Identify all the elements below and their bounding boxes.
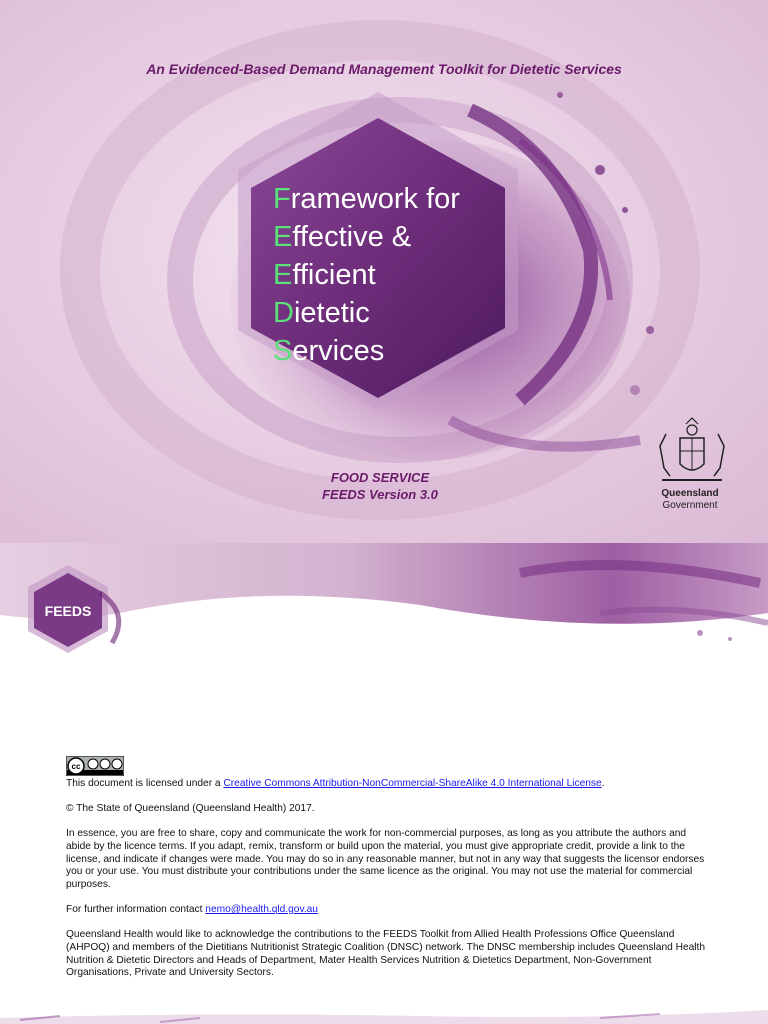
- edition-label: [280, 469, 480, 503]
- title-initial: F: [273, 183, 291, 215]
- queensland-logo-subname: Government: [662, 500, 718, 511]
- title-line: [273, 294, 460, 332]
- cc-license-link[interactable]: Creative Commons Attribution-NonCommercial-ShareAlike 4.0 International License: [223, 778, 602, 789]
- contact-email-link[interactable]: nemo@health.qld.gov.au: [205, 904, 318, 915]
- title-line: [273, 180, 460, 218]
- license-statement: [66, 778, 706, 791]
- version-label: FEEDS Version 3.0: [322, 487, 438, 502]
- copyright-statement: © The State of Queensland (Queensland Health) 2017.: [66, 803, 315, 814]
- title-initial: E: [273, 221, 293, 253]
- license-intro-end: .: [601, 778, 605, 789]
- feeds-banner: [0, 543, 768, 668]
- title-line: [273, 256, 460, 294]
- cc-by-nc-sa-icon: [66, 756, 124, 776]
- title-initial: S: [273, 335, 293, 367]
- document-title: [273, 180, 460, 370]
- toolkit-subtitle: An Evidenced-Based Demand Management Toolkit for Dietetic Services: [146, 61, 622, 77]
- feeds-badge-label: FEEDS: [44, 603, 92, 619]
- license-intro: This document is licensed under a: [66, 778, 224, 789]
- acknowledgement: Queensland Health would like to acknowledge the contributions to the FEEDS Toolkit from Allied Health Professions Office Queensland (AHPOQ) and members of the Dietitians Nutritionist Strategic Coalition (DNSC) network. The DNSC membership includes Queensland Health Nutrition & Dietetic Directors and Heads of Department, Mater Health Services Nutrition & Dietetics Department, Non-Government Organisations, Private and University Sectors.: [66, 929, 706, 979]
- title-initial: E: [273, 259, 293, 291]
- food-service-label: FOOD SERVICE: [330, 470, 430, 485]
- license-summary: In essence, you are free to share, copy and communicate the work for non-commercial purposes, as long as you attribute the authors and abide by the licence terms. If you adapt, remix, transform or build upon the material, you must give appropriate credit, provide a link to the license, and indicate if changes were made. You may do so in any reasonable manner, but not in any way that suggests the licensor endorses you or your use. You must distribute your contributions under the same licence as the original. You may not use the material for commercial purposes.: [66, 828, 705, 891]
- footer-splash: [0, 988, 768, 1024]
- title-rest: ietetic: [293, 297, 370, 329]
- title-line: [273, 218, 460, 256]
- title-rest: ffective &: [292, 221, 412, 253]
- title-rest: ervices: [292, 335, 385, 367]
- svg-text:cc: cc: [71, 762, 81, 771]
- queensland-logo-name: Queensland: [661, 488, 719, 499]
- banner-splash: [0, 543, 768, 668]
- title-rest: fficient: [292, 259, 376, 291]
- contact-statement: [66, 904, 706, 917]
- contact-prefix: For further information contact: [66, 904, 206, 915]
- title-rest: ramework for: [290, 183, 460, 215]
- title-line: [273, 332, 460, 370]
- title-initial: D: [273, 297, 294, 329]
